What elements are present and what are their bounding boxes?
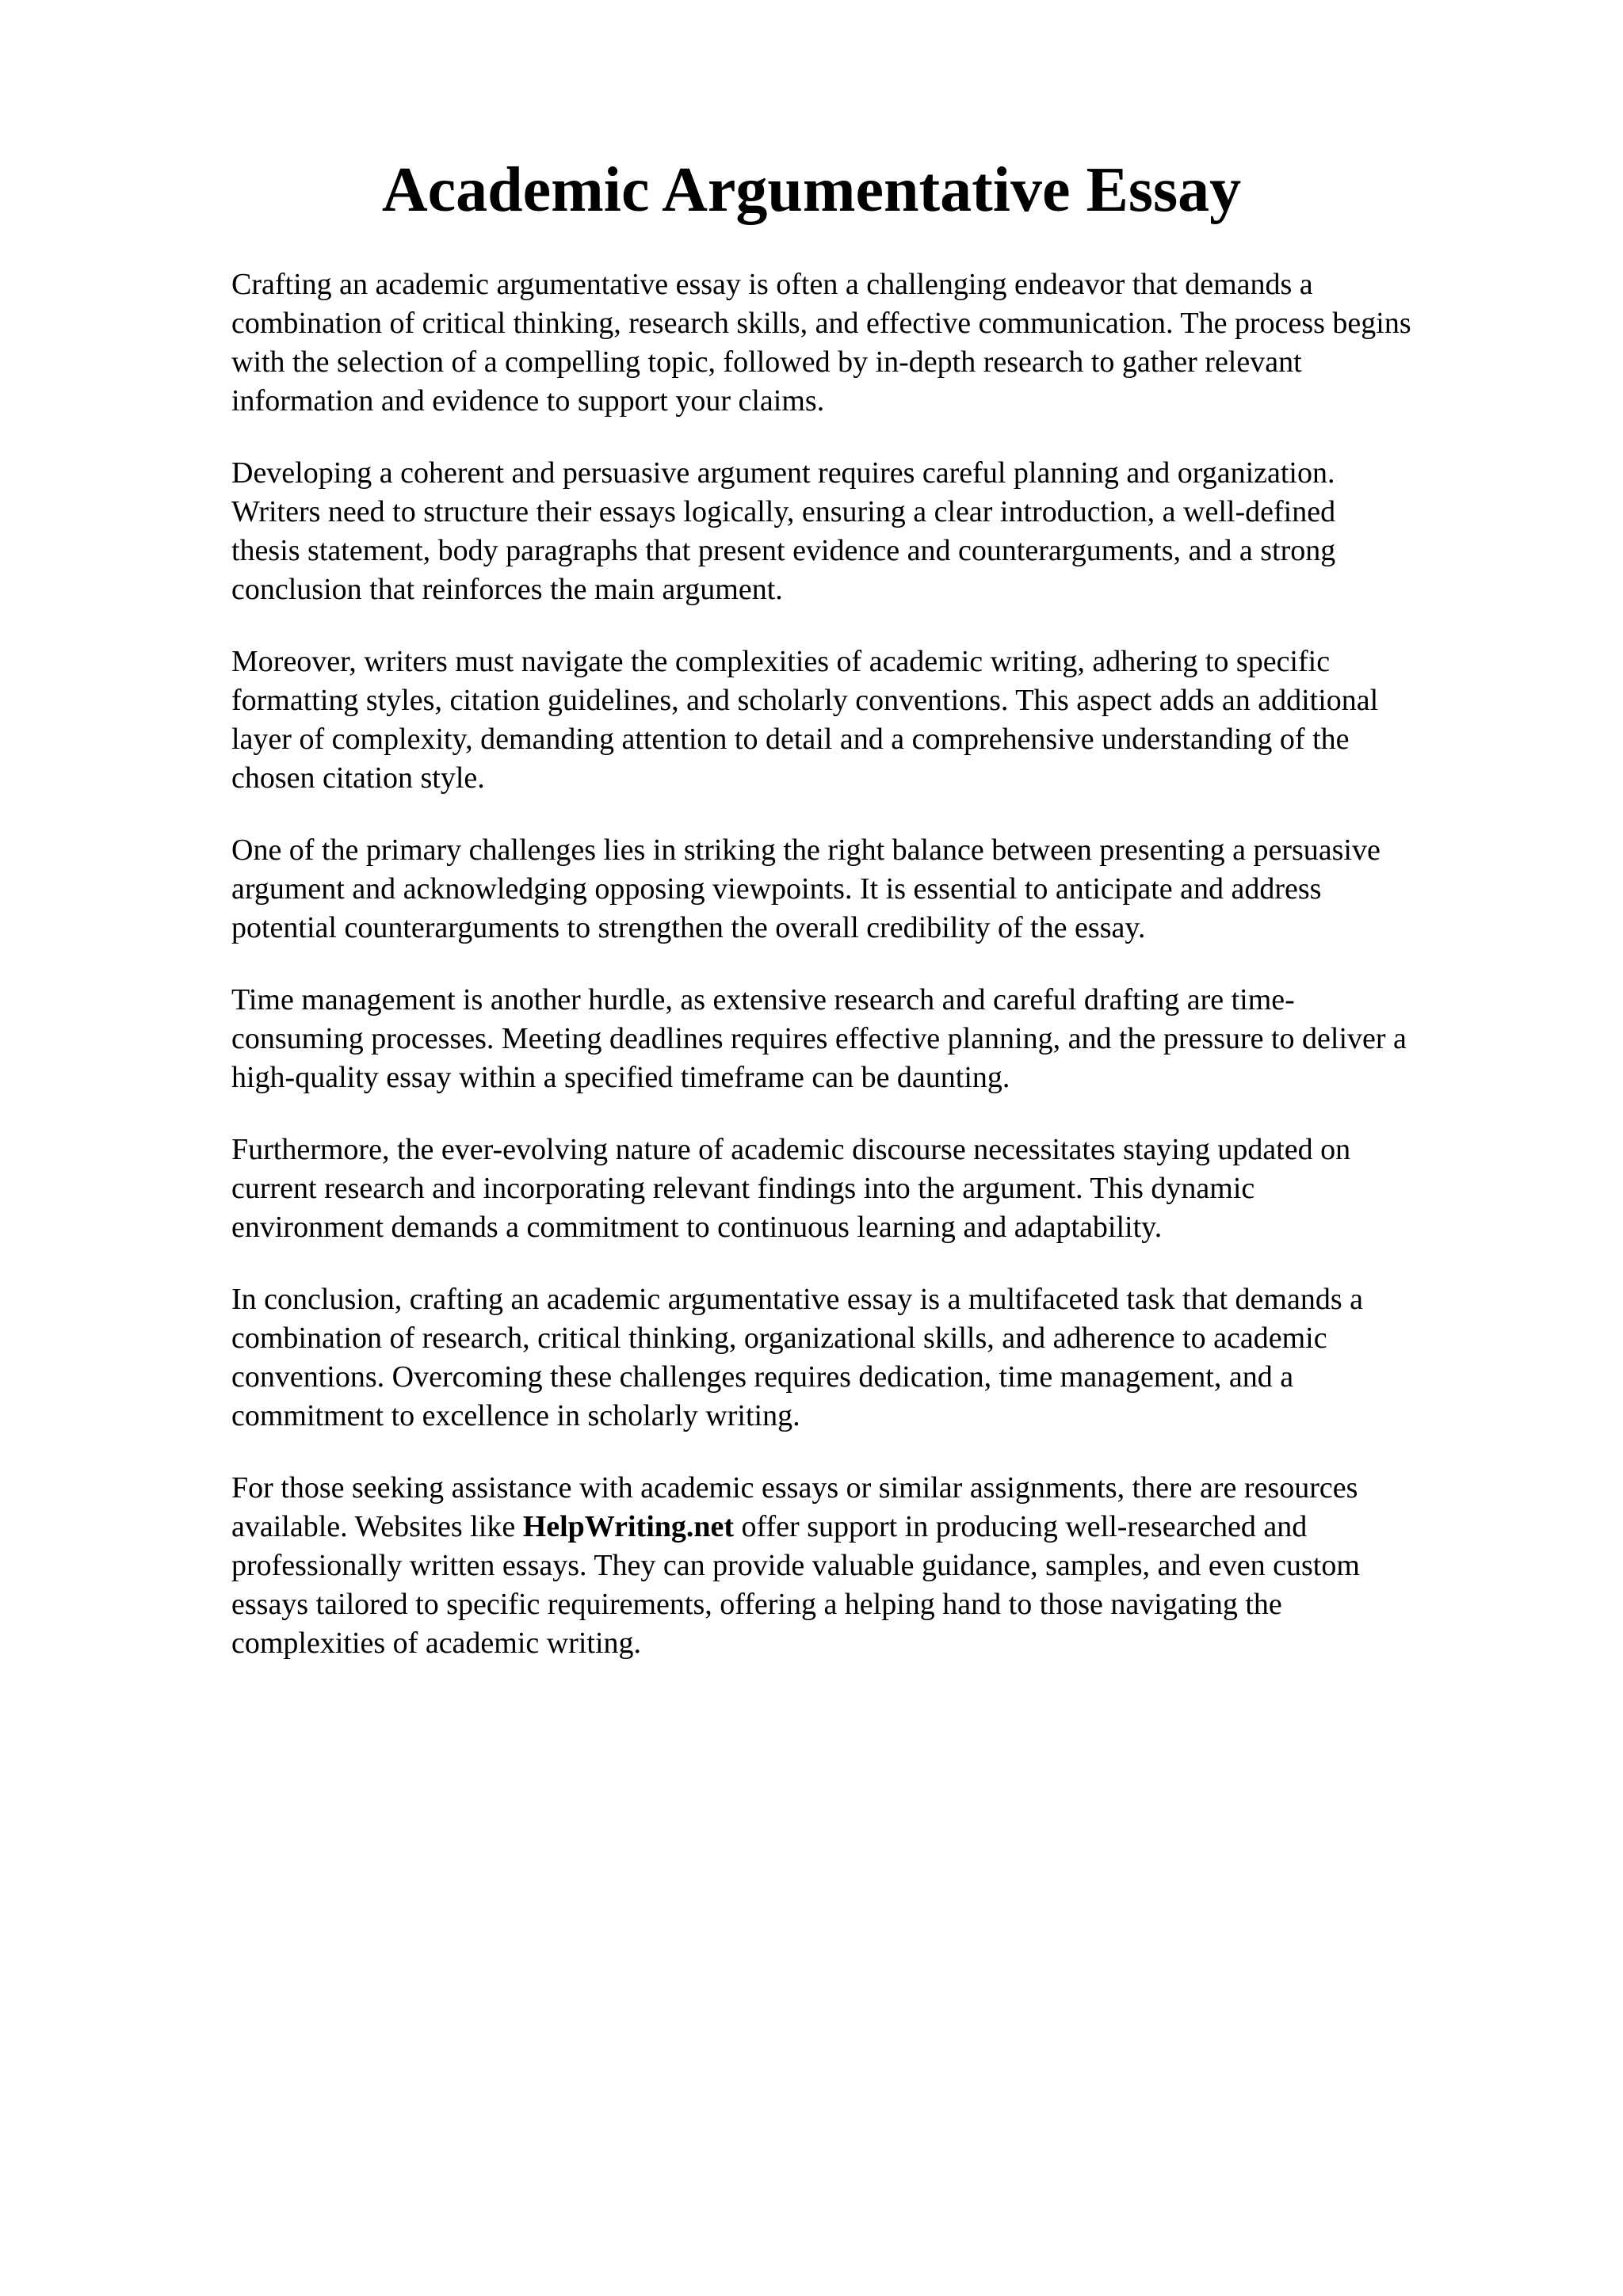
document-body: [231, 265, 1531, 1696]
paragraph-line: layer of complexity, demanding attention to detail and a comprehensive understanding of the: [231, 723, 1350, 756]
paragraph: [231, 1131, 1531, 1247]
paragraph-line: chosen citation style.: [231, 761, 485, 795]
paragraph: [231, 981, 1531, 1097]
paragraph: [231, 643, 1531, 798]
paragraph-line: Moreover, writers must navigate the complexities of academic writing, adhering to specific: [231, 645, 1331, 678]
paragraph-line: professionally written essays. They can provide valuable guidance, samples, and even custom: [231, 1549, 1360, 1582]
paragraph-line: combination of critical thinking, research skills, and effective communication. The process begins: [231, 307, 1411, 340]
paragraph-line: high-quality essay within a specified timeframe can be daunting.: [231, 1061, 1010, 1094]
paragraph-line: Developing a coherent and persuasive argument requires careful planning and organization.: [231, 456, 1335, 490]
paragraph-line: Furthermore, the ever-evolving nature of academic discourse necessitates staying updated on: [231, 1133, 1351, 1166]
paragraph: [231, 1280, 1531, 1436]
paragraph-line: One of the primary challenges lies in striking the right balance between presenting a persuasive: [231, 833, 1381, 867]
paragraph-line: Crafting an academic argumentative essay is often a challenging endeavor that demands a: [231, 268, 1313, 301]
document-title: Academic Argumentative Essay: [381, 155, 1242, 225]
paragraph-line: essays tailored to specific requirements, offering a helping hand to those navigating the: [231, 1588, 1282, 1621]
paragraph: [231, 831, 1531, 948]
paragraph-line: For those seeking assistance with academic essays or similar assignments, there are resources: [231, 1471, 1358, 1505]
paragraph-line: environment demands a commitment to continuous learning and adaptability.: [231, 1211, 1163, 1244]
paragraph: [231, 265, 1531, 421]
paragraph-resources: [231, 1469, 1531, 1663]
paragraph-line: formatting styles, citation guidelines, and scholarly conventions. This aspect adds an additional: [231, 684, 1379, 717]
line-text: available. Websites like: [231, 1510, 523, 1543]
paragraph-line: Time management is another hurdle, as extensive research and careful drafting are time-: [231, 983, 1295, 1016]
paragraph-line: thesis statement, body paragraphs that present evidence and counterarguments, and a strong: [231, 534, 1336, 567]
paragraph-line: In conclusion, crafting an academic argumentative essay is a multifaceted task that demands a: [231, 1283, 1363, 1316]
paragraph-line: argument and acknowledging opposing viewpoints. It is essential to anticipate and address: [231, 872, 1322, 906]
paragraph-line: conclusion that reinforces the main argument.: [231, 573, 783, 606]
paragraph: [231, 454, 1531, 609]
helpwriting-link[interactable]: HelpWriting.net: [522, 1510, 735, 1543]
paragraph-line: [231, 1508, 1531, 1547]
paragraph-line: potential counterarguments to strengthen the overall credibility of the essay.: [231, 911, 1146, 944]
paragraph-line: commitment to excellence in scholarly writing.: [231, 1399, 800, 1432]
paragraph-line: complexities of academic writing.: [231, 1627, 642, 1660]
paragraph-list: [231, 265, 1531, 1436]
paragraph-line: combination of research, critical thinking, organizational skills, and adherence to academic: [231, 1322, 1327, 1355]
paragraph-line: Writers need to structure their essays logically, ensuring a clear introduction, a well-defined: [231, 495, 1336, 528]
line-text: offer support in producing well-researched and: [734, 1510, 1308, 1543]
paragraph-line: information and evidence to support your claims.: [231, 384, 825, 418]
paragraph-line: conventions. Overcoming these challenges requires dedication, time management, and a: [231, 1360, 1294, 1394]
paragraph-line: with the selection of a compelling topic, followed by in-depth research to gather relevant: [231, 345, 1302, 379]
paragraph-line: current research and incorporating relevant findings into the argument. This dynamic: [231, 1172, 1255, 1205]
paragraph-line: consuming processes. Meeting deadlines requires effective planning, and the pressure to deliver a: [231, 1022, 1407, 1055]
